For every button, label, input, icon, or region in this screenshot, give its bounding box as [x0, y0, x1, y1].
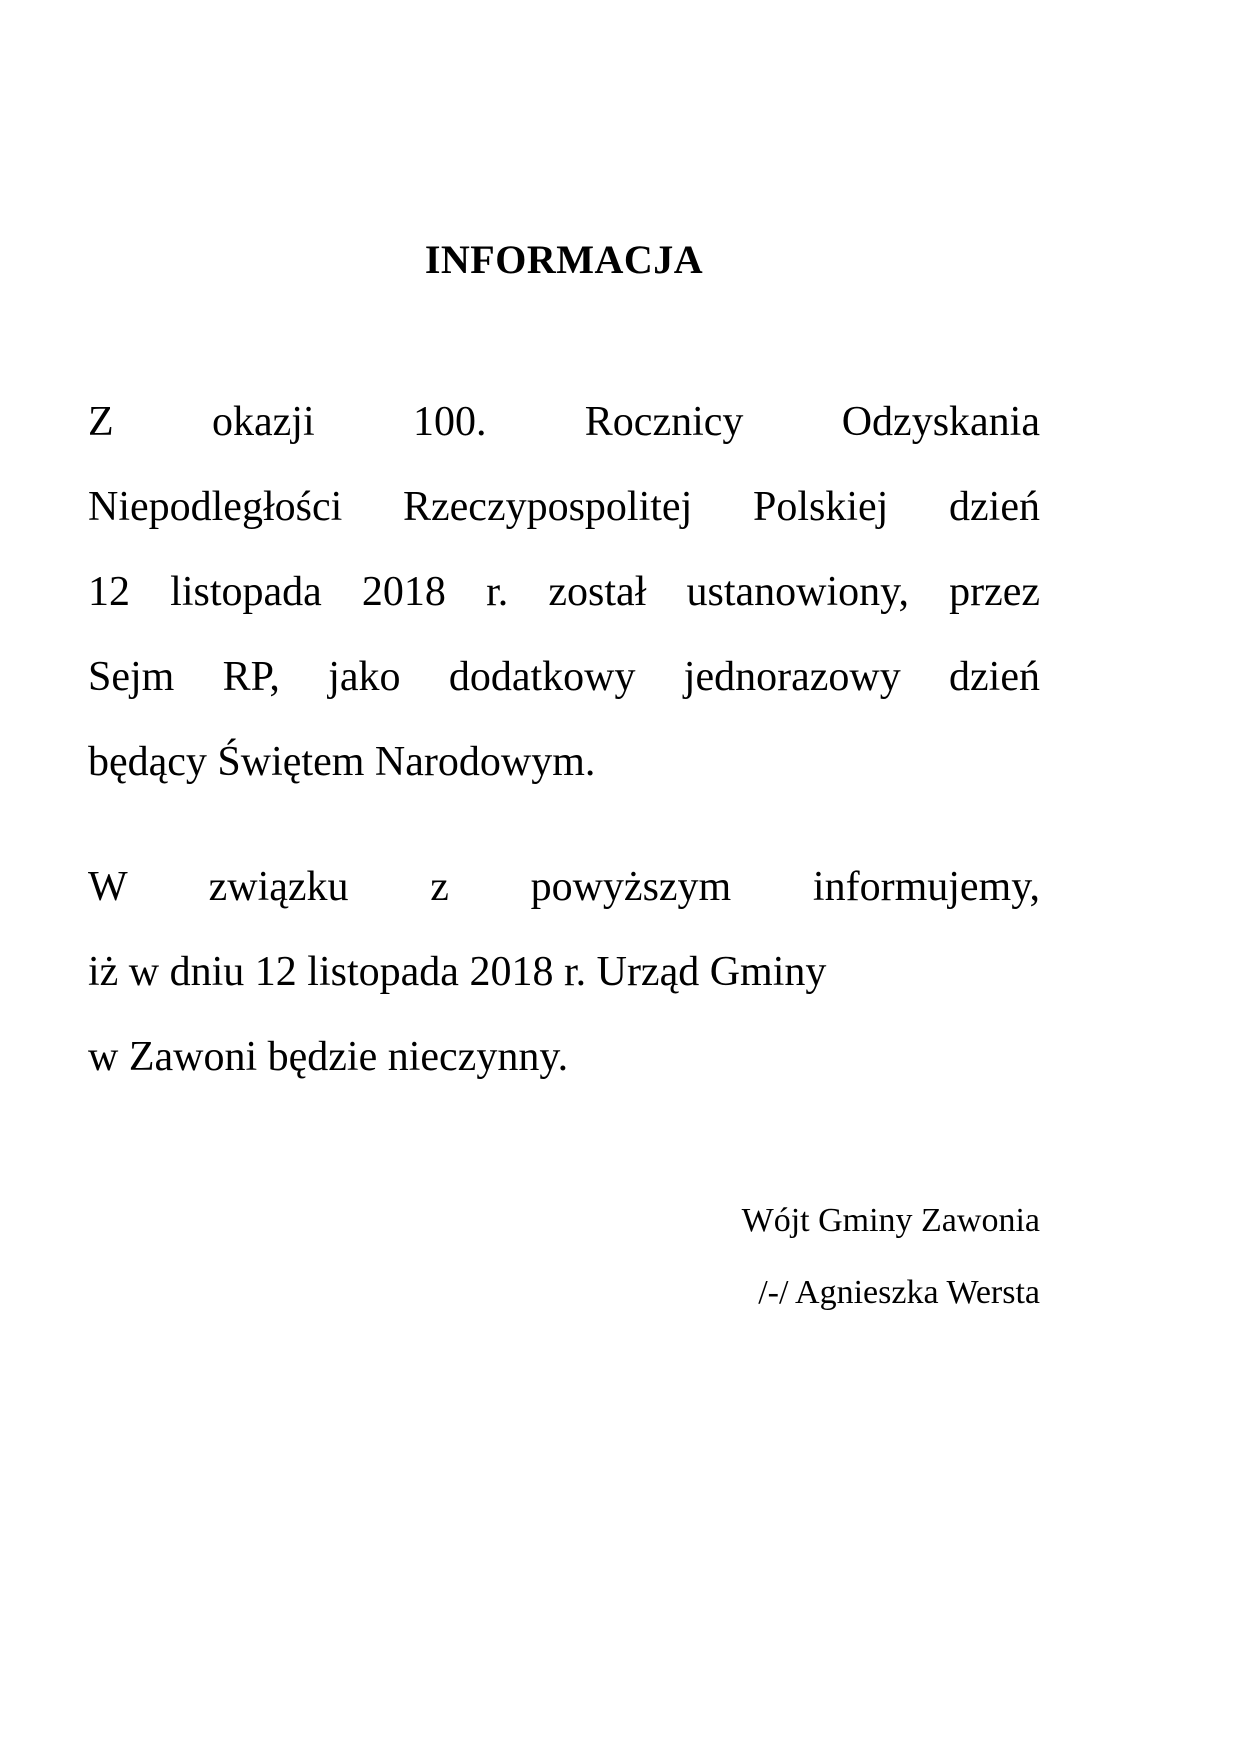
- paragraph-line: W związku z powyższym informujemy,: [88, 864, 1040, 910]
- document-body: [88, 0, 1040, 1100]
- signature-block: [88, 1185, 1040, 1329]
- paragraph-line: iż w dniu 12 listopada 2018 r. Urząd Gminy: [88, 949, 827, 995]
- paragraph-line: Z okazji 100. Rocznicy Odzyskania: [88, 399, 1040, 445]
- paragraph-line: będący Świętem Narodowym.: [88, 739, 596, 785]
- paragraph-line: Sejm RP, jako dodatkowy jednorazowy dzień: [88, 654, 1040, 700]
- paragraph-line: 12 listopada 2018 r. został ustanowiony, przez: [88, 569, 1040, 615]
- signature-role: Wójt Gminy Zawonia: [741, 1202, 1040, 1239]
- paragraph-anniversary: [88, 380, 1040, 805]
- signature-name: /-/ Agnieszka Wersta: [758, 1274, 1040, 1311]
- body-text-block: [88, 380, 1040, 1100]
- paragraph-line: w Zawoni będzie nieczynny.: [88, 1034, 569, 1080]
- paragraph-line: Niepodległości Rzeczypospolitej Polskiej dzień: [88, 484, 1040, 530]
- paragraph-office-closed: [88, 845, 1040, 1100]
- page-title: INFORMACJA: [424, 237, 704, 282]
